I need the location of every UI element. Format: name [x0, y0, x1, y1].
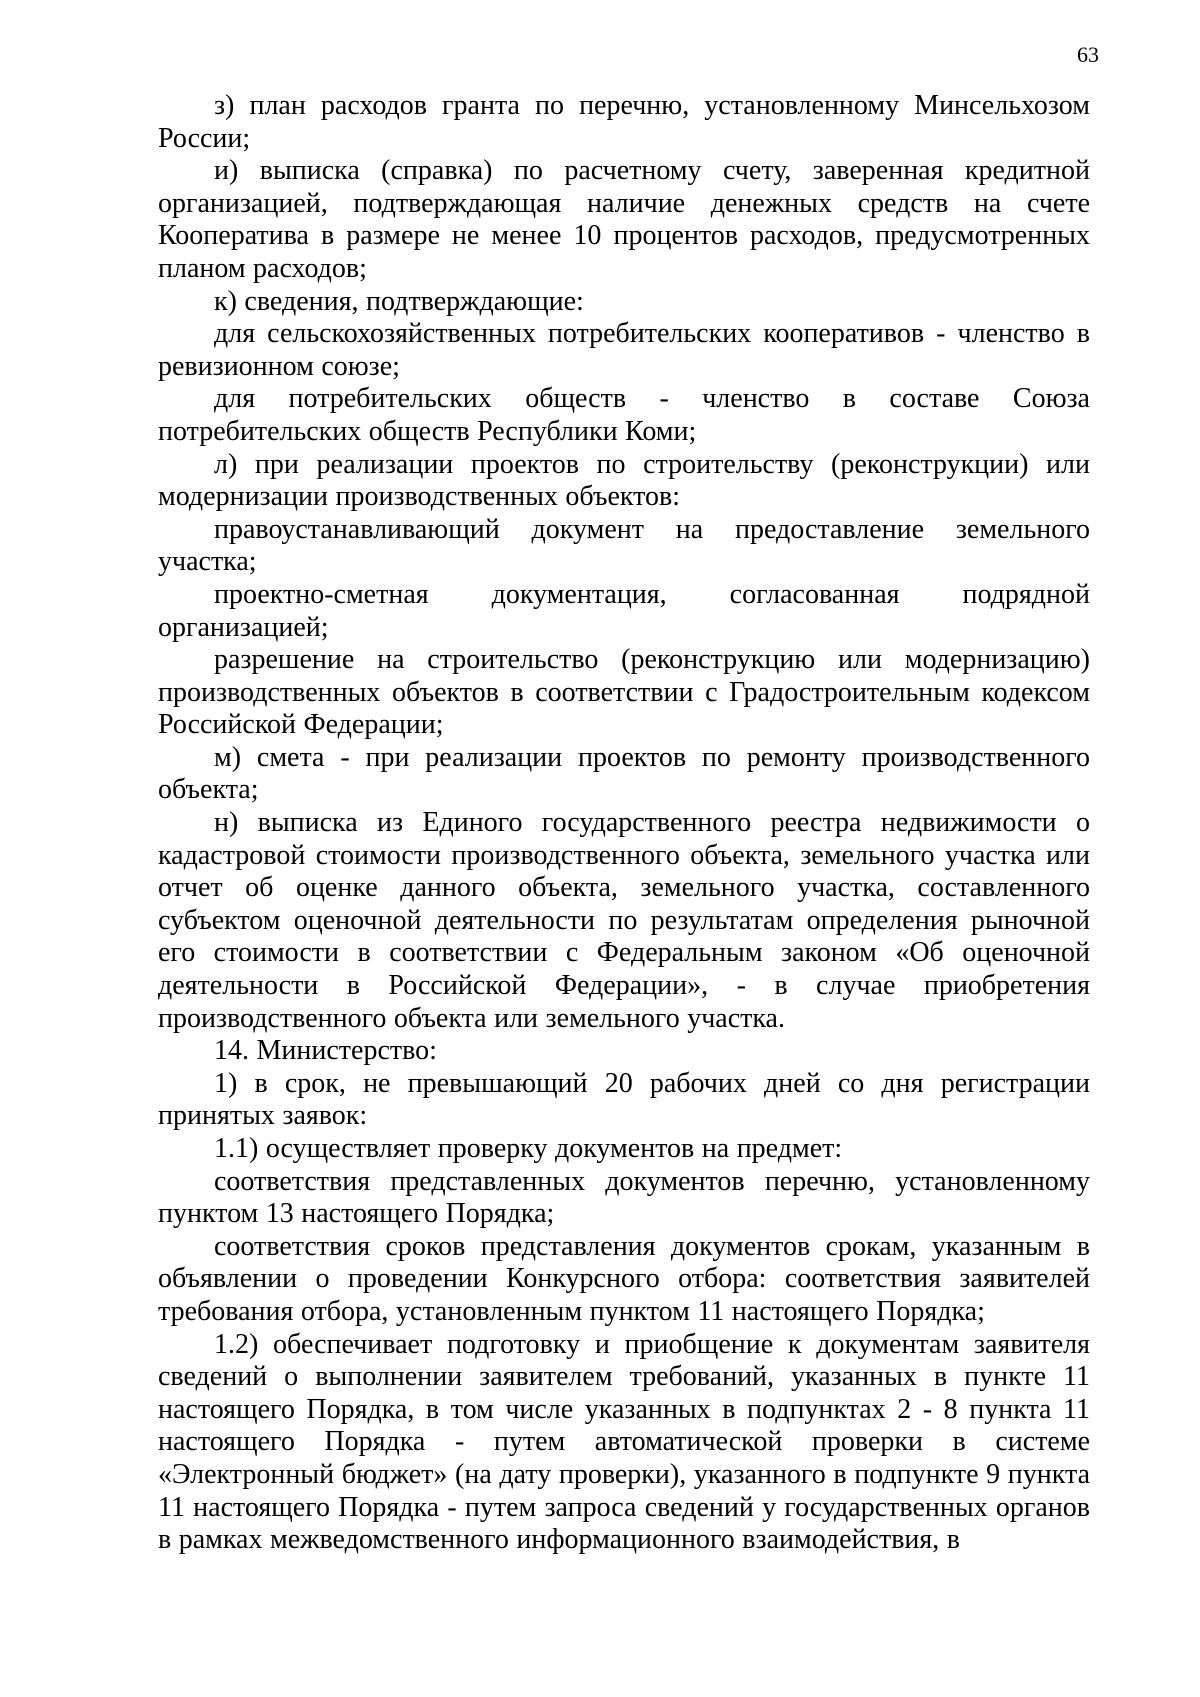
- paragraph-n-registry-extract: н) выписка из Единого государственного реестра недвижимости о кадастровой стоимости производственного объекта, земельного участка или отчет об оценке данного объекта, земельного участка, составленного субъектом оценочной деятельности по результатам определения рыночной его стоимости в соответствии с Федеральным законом «Об оценочной деятельности в Российской Федерации», - в случае приобретения производственного объекта или земельного участка.: [158, 807, 1090, 1034]
- paragraph-z-grant-expense-plan: з) план расходов гранта по перечню, установленному Минсельхозом России;: [158, 90, 1090, 154]
- page-number: 63: [1077, 42, 1099, 67]
- document-body: [158, 90, 1090, 1557]
- paragraph-k-confirming-info: к) сведения, подтверждающие:: [214, 285, 584, 317]
- paragraph-deadlines-compliance: соответствия сроков представления документов срокам, указанным в объявлении о проведении Конкурсного отбора: соответствия заявителей требования отбора, установленным пунктом 11 настоящего Порядка;: [158, 1230, 1090, 1327]
- paragraph-m-repair-estimate: м) смета - при реализации проектов по ремонту производственного объекта;: [158, 741, 1090, 806]
- paragraph-documents-compliance: соответствия представленных документов перечню, установленному пунктом 13 настоящего Порядка;: [158, 1165, 1090, 1230]
- paragraph-land-title-document: правоустанавливающий документ на предоставление земельного участка;: [158, 513, 1090, 578]
- paragraph-consumer-societies-membership: для потребительских обществ - членство в составе Союза потребительских обществ Республики Коми;: [158, 383, 1090, 447]
- paragraph-cooperatives-membership: для сельскохозяйственных потребительских кооперативов - членство в ревизионном союзе;: [158, 318, 1090, 382]
- paragraph-i-bank-statement: и) выписка (справка) по расчетному счету, заверенная кредитной организацией, подтверждающая наличие денежных средств на счете Кооператива в размере не менее 10 процентов расходов, предусмотренных планом расходов;: [158, 155, 1090, 284]
- paragraph-design-estimate-docs: проектно-сметная документация, согласованная подрядной организацией;: [158, 578, 1090, 643]
- paragraph-1-deadline: 1) в срок, не превышающий 20 рабочих дней со дня регистрации принятых заявок:: [158, 1067, 1090, 1132]
- paragraph-construction-permit: разрешение на строительство (реконструкцию или модернизацию) производственных объектов в соответствии с Градостроительным кодексом Российской Федерации;: [158, 644, 1090, 741]
- paragraph-1-2-verification: 1.2) обеспечивает подготовку и приобщение к документам заявителя сведений о выполнении заявителем требований, указанных в пункте 11 настоящего Порядка, в том числе указанных в подпунктах 2 - 8 пункта 11 настоящего Порядка - путем автоматической проверки в системе «Электронный бюджет» (на дату проверки), указанного в подпункте 9 пункта 11 настоящего Порядка - путем запроса сведений у государственных органов в рамках межведомственного информационного взаимодействия, в: [158, 1328, 1090, 1556]
- paragraph-14-ministry: 14. Министерство:: [214, 1035, 437, 1067]
- paragraph-1-1-document-check: 1.1) осуществляет проверку документов на предмет:: [214, 1133, 843, 1164]
- paragraph-l-construction-projects: л) при реализации проектов по строительству (реконструкции) или модернизации производственных объектов:: [158, 448, 1090, 513]
